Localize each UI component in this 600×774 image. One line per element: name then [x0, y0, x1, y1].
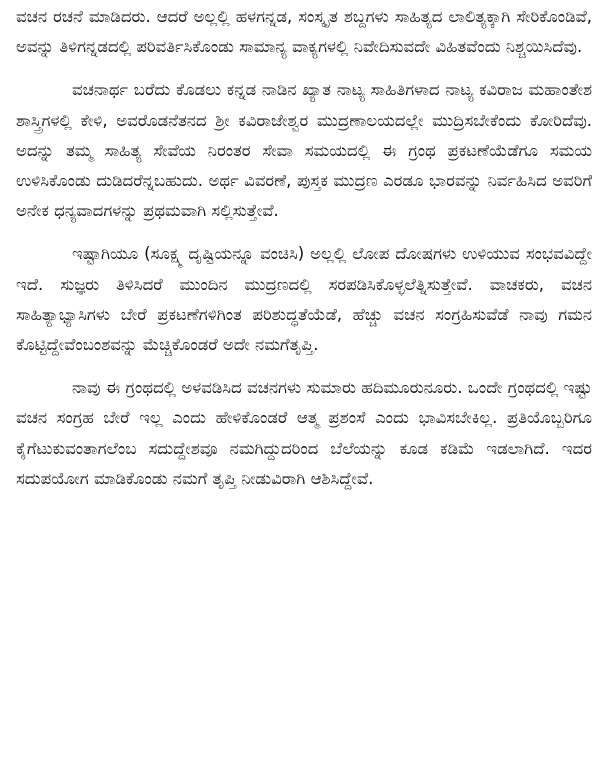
paragraph-1: ವಚನ ರಚನೆ ಮಾಡಿದರು. ಆದರೆ ಅಲ್ಲಲ್ಲಿ ಹಳಗನ್ನಡ, ಸಂಸ್ಕೃತ ಶಬ್ದಗಳು ಸಾಹಿತ್ಯದ ಲಾಲಿತ್ಯಕ್ಕಾಗಿ ಸೇರಿಕೊಂಡಿವೆ, ಅವನ್ನು ತಿಳಿಗನ್ನಡದಲ್ಲಿ ಪರಿವರ್ತಿಸಿಕೊಂಡು ಸಾಮಾನ್ಯ ವಾಕ್ಯಗಳಲ್ಲಿ ನಿವೇದಿಸುವದೇ ವಿಹಿತವೆಂದು ನಿಶ್ಚಯಿಸಿದೆವು. [16, 7, 592, 57]
paragraph-2: ವಚನಾರ್ಥ ಬರೆದು ಕೊಡಲು ಕನ್ನಡ ನಾಡಿನ ಖ್ಯಾತ ನಾಟ್ಯ ಸಾಹಿತಿಗಳಾದ ನಾಟ್ಯ ಕವಿರಾಜ ಮಹಾಂತೇಶ ಶಾಸ್ತ್ರಿಗಳಲ್ಲಿ ಕೇಳಿ, ಅವರೊಡನೆತನದ ಶ್ರೀ ಕವಿರಾಜೇಶ್ವರ ಮುದ್ರಣಾಲಯದಲ್ಲೇ ಮುದ್ರಿಸಬೇಕೆಂದು ಕೋರಿದೆವು. ಅದನ್ನು ತಮ್ಮ ಸಾಹಿತ್ಯ ಸೇವೆಯ ನಿರಂತರ ಸೇವಾ ಸಮಯದಲ್ಲಿ ಈ ಗ್ರಂಥ ಪ್ರಕಟಣೆಯೆಡೆಗೂ ಸಮಯ ಉಳಿಸಿಕೊಂಡು ದುಡಿದರೆನ್ನಬಹುದು. ಅರ್ಥ ವಿವರಣೆ, ಪುಸ್ತಕ ಮುದ್ರಣ ಎರಡೂ ಭಾರವನ್ನು ನಿರ್ವಹಿಸಿದ ಅವರಿಗೆ ಅನೇಕ ಧನ್ಯವಾದಗಳನ್ನು ಪ್ರಥಮವಾಗಿ ಸಲ್ಲಿಸುತ್ತೇವೆ. [16, 80, 592, 221]
paragraph-4: ನಾವು ಈ ಗ್ರಂಥದಲ್ಲಿ ಅಳವಡಿಸಿದ ವಚನಗಳು ಸುಮಾರು ಹದಿಮೂರುನೂರು. ಒಂದೇ ಗ್ರಂಥದಲ್ಲಿ ಇಷ್ಟು ವಚನ ಸಂಗ್ರಹ ಬೇರೆ ಇಲ್ಲ ಎಂದು ಹೇಳಿಕೊಂಡರೆ ಆತ್ಮ ಪ್ರಶಂಸೆ ಎಂದು ಭಾವಿಸಬೇಕಿಲ್ಲ. ಪ್ರತಿಯೊಬ್ಬರಿಗೂ ಕೈಗೆಟುಕುವಂತಾಗಲೆಂಬ ಸದುದ್ದೇಶವೂ ನಮಗಿದ್ದುದರಿಂದ ಬೆಲೆಯನ್ನು ಕೂಡ ಕಡಿಮೆ ಇಡಲಾಗಿದೆ. ಇದರ ಸದುಪಯೋಗ ಮಾಡಿಕೊಂಡು ನಮಗೆ ತೃಪ್ತಿ ನೀಡುವಿರಾಗಿ ಆಶಿಸಿದ್ದೇವೆ. [16, 378, 592, 488]
paragraph-3: ಇಷ್ಟಾಗಿಯೂ (ಸೂಕ್ಷ್ಮ ದೃಷ್ಟಿಯನ್ನೂ ವಂಚಿಸಿ) ಅಲ್ಲಲ್ಲಿ ಲೋಪ ದೋಷಗಳು ಉಳಿಯುವ ಸಂಭವವಿದ್ದೇ ಇದೆ. ಸುಜ್ಞರು ತಿಳಿಸಿದರೆ ಮುಂದಿನ ಮುದ್ರಣದಲ್ಲಿ ಸರಪಡಿಸಿಕೊಳ್ಳಲೆತ್ನಿಸುತ್ತೇವೆ. ವಾಚಕರು, ವಚನ ಸಾಹಿತ್ಯಾಭ್ಯಾಸಿಗಳು ಬೇರೆ ಪ್ರಕಟಣೆಗಳಿಗಿಂತ ಪರಿಶುದ್ಧತೆಯೆಡೆ, ಹೆಚ್ಚು ವಚನ ಸಂಗ್ರಹಿಸುವೆಡೆ ನಾವು ಗಮನ ಕೊಟ್ಟಿದ್ದೇವೆಂಬಂಶವನ್ನು ಮೆಚ್ಚಿಕೊಂಡರೆ ಅದೇ ನಮಗೆತೃಪ್ತಿ. [16, 244, 592, 355]
